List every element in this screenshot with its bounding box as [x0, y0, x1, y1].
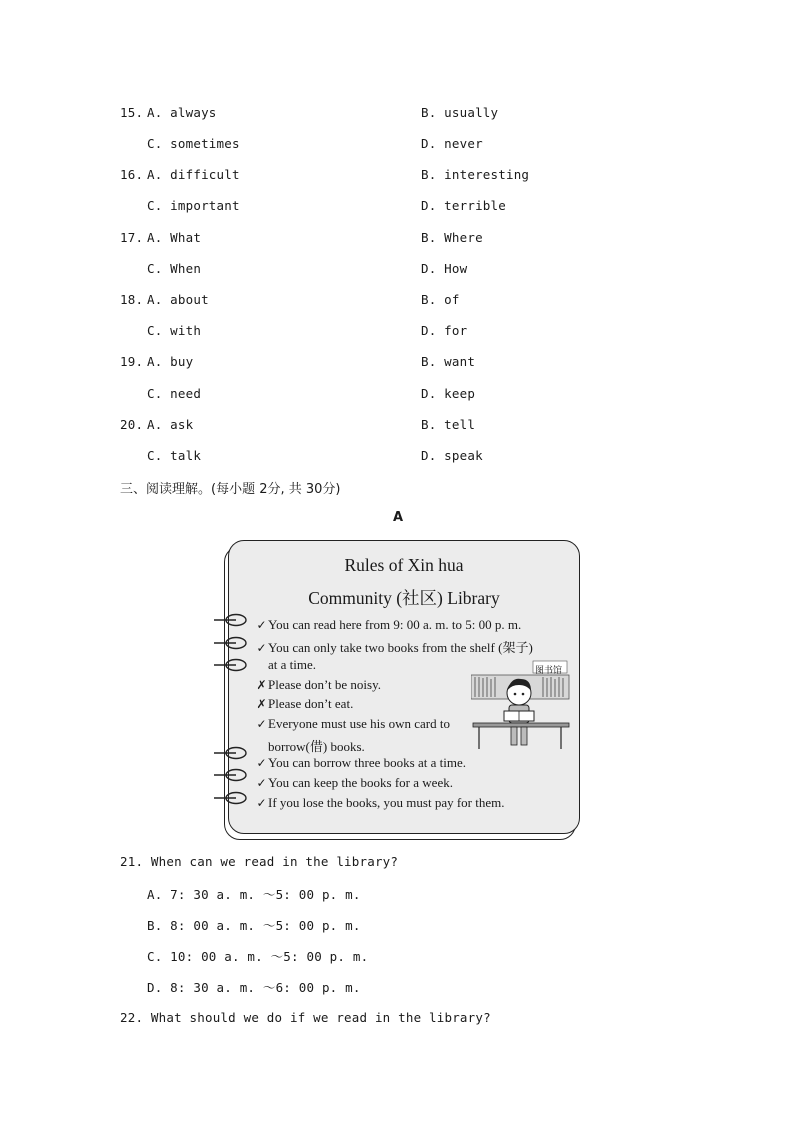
check-icon: ✓	[256, 756, 267, 770]
rule-item	[255, 637, 533, 656]
option-d: D. keep	[421, 386, 476, 401]
question-number: 19.	[120, 354, 144, 369]
option-a: A. difficult	[147, 167, 240, 182]
option-c: C. need	[147, 386, 202, 401]
rule-text: If you lose the books, you must pay for them.	[268, 795, 505, 810]
question-number: 16.	[120, 167, 144, 182]
rule-item	[255, 657, 316, 673]
section-heading: 三、阅读理解。(每小题 2分, 共 30分)	[120, 482, 341, 497]
rule-item	[255, 716, 450, 732]
question-22-stem: 22. What should we do if we read in the library?	[120, 1010, 491, 1025]
rule-text: Please don’t eat.	[268, 696, 354, 711]
option-d: D. for	[421, 323, 468, 338]
option-c: C. important	[147, 198, 240, 213]
question-number: 17.	[120, 230, 144, 245]
library-sign: 图书馆	[535, 666, 563, 676]
passage-label: A	[393, 510, 404, 525]
rule-text: You can keep the books for a week.	[268, 775, 453, 790]
q21-option-c: C. 10: 00 a. m. ～5: 00 p. m.	[147, 949, 369, 964]
option-a: A. What	[147, 230, 202, 245]
question-number: 15.	[120, 105, 144, 120]
option-b: B. want	[421, 354, 476, 369]
rule-item	[255, 775, 453, 791]
rule-item	[255, 617, 521, 633]
rule-item	[255, 755, 466, 771]
option-b: B. tell	[421, 417, 476, 432]
rule-text: borrow(借) books.	[268, 739, 365, 754]
rule-item	[255, 795, 505, 811]
library-rules-card	[228, 540, 580, 834]
option-d: D. How	[421, 261, 468, 276]
rule-text: You can borrow three books at a time.	[268, 755, 466, 770]
rule-item	[255, 736, 365, 755]
question-number: 20.	[120, 417, 144, 432]
option-c: C. When	[147, 261, 202, 276]
rule-text: at a time.	[268, 657, 317, 672]
q21-option-b: B. 8: 00 a. m. ～5: 00 p. m.	[147, 918, 361, 933]
rule-text: You can only take two books from the shelf (架子)	[268, 640, 533, 655]
option-a: A. ask	[147, 417, 194, 432]
option-c: C. sometimes	[147, 136, 240, 151]
option-b: B. interesting	[421, 167, 530, 182]
option-d: D. terrible	[421, 198, 506, 213]
option-a: A. always	[147, 105, 217, 120]
option-d: D. never	[421, 136, 483, 151]
check-icon: ✓	[256, 641, 267, 655]
option-c: C. with	[147, 323, 202, 338]
card-title-line1: Rules of Xin hua	[344, 555, 464, 575]
card-title-line2: Community (社区) Library	[308, 588, 500, 608]
q21-option-a: A. 7: 30 a. m. ～5: 00 p. m.	[147, 887, 361, 902]
check-icon: ✓	[256, 796, 267, 810]
check-icon: ✓	[256, 776, 267, 790]
binder-rings	[212, 612, 252, 808]
rule-item	[255, 677, 381, 693]
rule-text: Everyone must use his own card to	[268, 716, 450, 731]
cross-icon: ✗	[256, 697, 267, 711]
option-a: A. buy	[147, 354, 194, 369]
option-a: A. about	[147, 292, 209, 307]
option-b: B. usually	[421, 105, 499, 120]
q21-option-d: D. 8: 30 a. m. ～6: 00 p. m.	[147, 980, 361, 995]
option-b: B. of	[421, 292, 460, 307]
check-icon: ✓	[256, 618, 267, 632]
option-b: B. Where	[421, 230, 483, 245]
check-icon: ✓	[256, 717, 267, 731]
question-21-stem: 21. When can we read in the library?	[120, 854, 399, 869]
question-number: 18.	[120, 292, 144, 307]
cross-icon: ✗	[256, 678, 267, 692]
rule-text: Please don’t be noisy.	[268, 677, 382, 692]
option-d: D. speak	[421, 448, 483, 463]
option-c: C. talk	[147, 448, 202, 463]
rule-item	[255, 696, 353, 712]
rule-text: You can read here from 9: 00 a. m. to 5: 00 p. m.	[268, 617, 522, 632]
